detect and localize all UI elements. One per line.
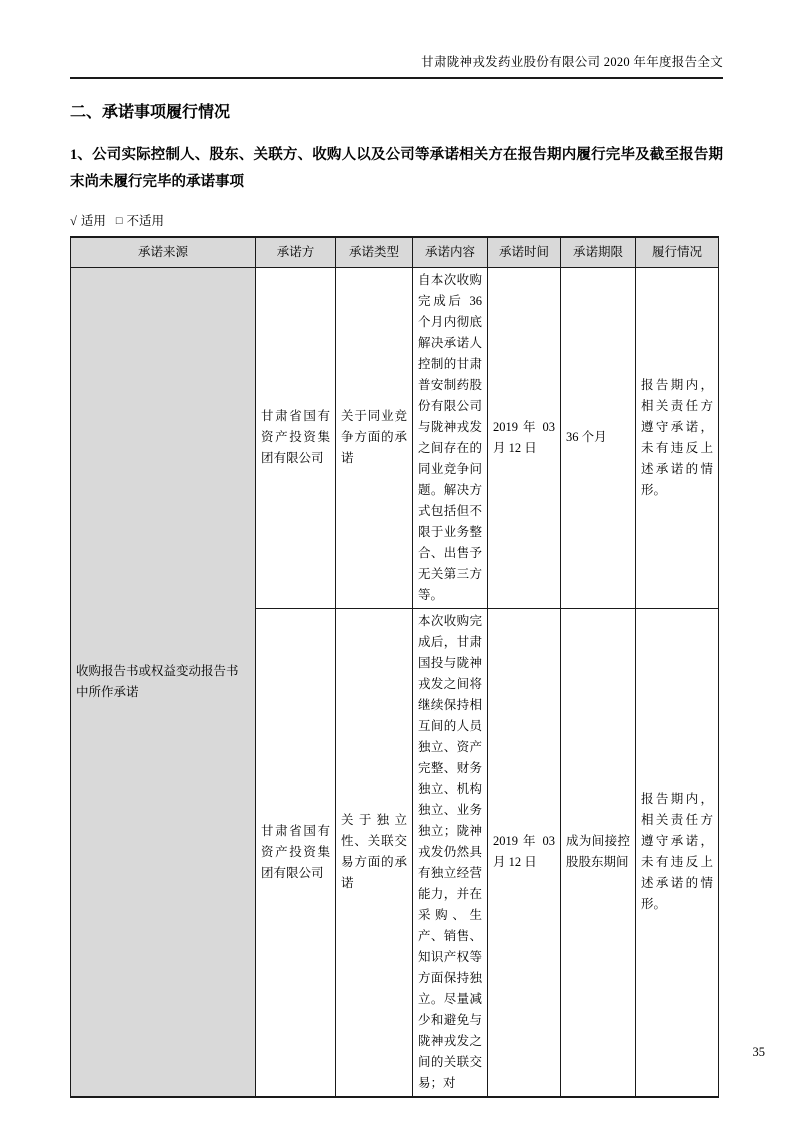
section-heading: 二、承诺事项履行情况 [70, 104, 231, 121]
cell-term: 成为间接控股股东期间 [561, 608, 636, 1097]
column-header-performance: 履行情况 [636, 237, 719, 267]
not-applicable-label: 不适用 [126, 214, 165, 228]
column-header-content: 承诺内容 [413, 237, 488, 267]
applicability-line [70, 211, 723, 229]
cell-commitment-source: 收购报告书或权益变动报告书中所作承诺 [71, 267, 256, 1097]
cell-term: 36 个月 [561, 267, 636, 608]
commitments-table [70, 236, 719, 1098]
section-subheading: 1、公司实际控制人、股东、关联方、收购人以及公司等承诺相关方在报告期内履行完毕及截至报告期末尚未履行完毕的承诺事项 [70, 147, 723, 190]
column-header-type: 承诺类型 [336, 237, 413, 267]
table-row [71, 267, 719, 608]
applicable-label: 适用 [80, 214, 106, 228]
check-icon: √ [70, 214, 77, 228]
column-header-source: 承诺来源 [71, 237, 256, 267]
cell-content: 自本次收购完成后 36 个月内彻底解决承诺人控制的甘肃普安制药股份有限公司与陇神戎发之间存在的同业竞争问题。解决方式包括但不限于业务整合、出售予无关第三方等。 [413, 267, 488, 608]
table-header-row [71, 237, 719, 267]
cell-performance: 报告期内，相关责任方遵守承诺，未有违反上述承诺的情形。 [636, 267, 719, 608]
column-header-term: 承诺期限 [561, 237, 636, 267]
column-header-time: 承诺时间 [488, 237, 561, 267]
cell-type: 关于同业竞争方面的承诺 [336, 267, 413, 608]
column-header-party: 承诺方 [256, 237, 336, 267]
cell-time: 2019 年 03 月 12 日 [488, 267, 561, 608]
cell-performance: 报告期内，相关责任方遵守承诺，未有违反上述承诺的情形。 [636, 608, 719, 1097]
cell-time: 2019 年 03 月 12 日 [488, 608, 561, 1097]
cell-content: 本次收购完成后，甘肃国投与陇神戎发之间将继续保持相互间的人员独立、资产完整、财务独立、机构独立、业务独立；陇神戎发仍然具有独立经营能力，并在采购、生产、销售、知识产权等方面保持独立。尽量减少和避免与陇神戎发之间的关联交易；对 [413, 608, 488, 1097]
header-title: 甘肃陇神戎发药业股份有限公司 2020 年年度报告全文 [421, 55, 723, 69]
page-number: 35 [752, 1045, 765, 1059]
cell-type: 关于独立性、关联交易方面的承诺 [336, 608, 413, 1097]
page-header [70, 0, 723, 79]
cell-party: 甘肃省国有资产投资集团有限公司 [256, 267, 336, 608]
checkbox-icon: □ [115, 215, 123, 227]
cell-party: 甘肃省国有资产投资集团有限公司 [256, 608, 336, 1097]
